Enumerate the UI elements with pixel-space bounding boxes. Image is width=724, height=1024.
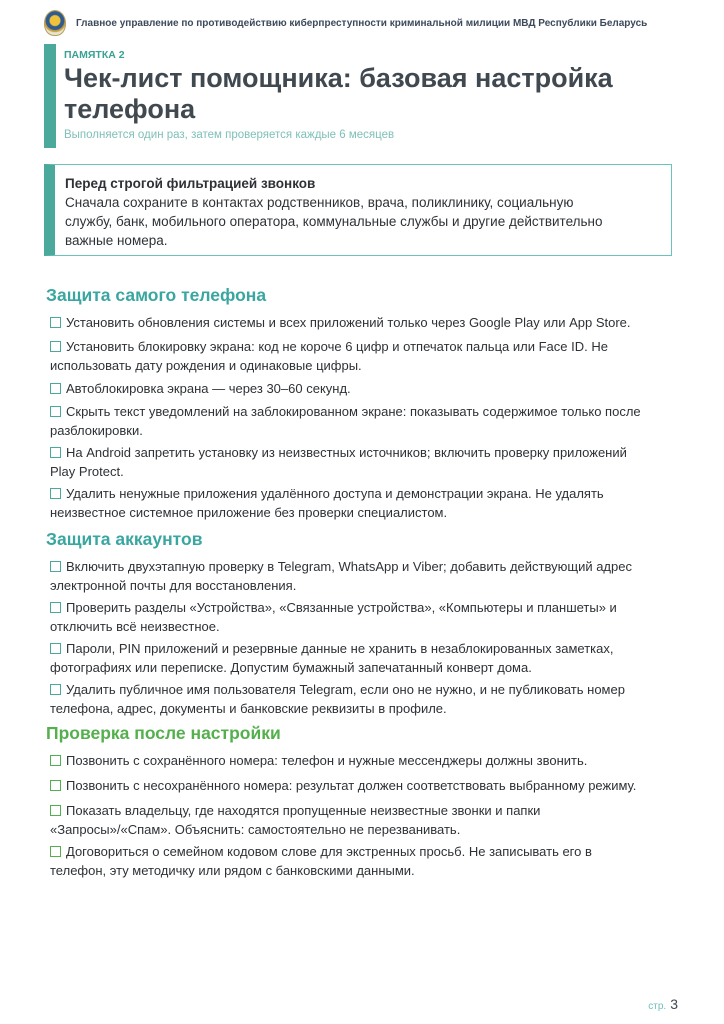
checklist-item-text: Проверить разделы «Устройства», «Связанные устройства», «Компьютеры и планшеты» и — [66, 600, 617, 615]
checklist-item-text: Установить блокировку экрана: код не короче 6 цифр и отпечаток пальца или Face ID. Не — [66, 339, 608, 354]
checklist-item — [50, 598, 670, 636]
checklist-item — [50, 751, 670, 770]
checklist-item-text: Позвонить с несохранённого номера: результат должен соответствовать выбранному режиму. — [66, 778, 637, 793]
checklist-item — [50, 557, 670, 595]
checklist-item-text: Позвонить с сохранённого номера: телефон и нужные мессенджеры должны звонить. — [66, 753, 588, 768]
note-body-line: Сначала сохраните в контактах родственников, врача, поликлинику, социальную — [65, 195, 574, 210]
checklist-item — [50, 801, 670, 839]
checklist-item-text: Автоблокировка экрана — через 30–60 секунд. — [66, 381, 351, 396]
police-emblem-icon — [44, 10, 66, 36]
checkbox-icon[interactable] — [50, 341, 61, 352]
checklist-item-text: электронной почты для восстановления. — [50, 578, 297, 593]
checklist-item-text: Включить двухэтапную проверку в Telegram, WhatsApp и Viber; добавить действующий адрес — [66, 559, 632, 574]
page-header — [44, 8, 684, 38]
page-label: стр. — [648, 1001, 667, 1012]
checklist-item-text: Договориться о семейном кодовом слове для экстренных просьб. Не записывать его в — [66, 844, 592, 859]
checklist-item — [50, 313, 670, 332]
checklist-item — [50, 776, 670, 795]
checklist-item-text: использовать дату рождения и одинаковые цифры. — [50, 358, 362, 373]
organization-name: Главное управление по противодействию киберпреступности криминальной милиции МВД Республики Беларусь — [76, 17, 648, 29]
checklist-item-text: Скрыть текст уведомлений на заблокированном экране: показывать содержимое только после — [66, 404, 641, 419]
checklist-item-text: телефон, эту методичку или рядом с банковскими данными. — [50, 863, 415, 878]
checkbox-icon[interactable] — [50, 846, 61, 857]
checklist-item-text: телефона, адрес, документы и банковские реквизиты в профиле. — [50, 701, 447, 716]
checklist-item-text: На Android запретить установку из неизвестных источников; включить проверку приложений — [66, 445, 627, 460]
checklist-item — [50, 639, 670, 677]
checklist-item — [50, 484, 670, 522]
page-title — [64, 63, 644, 125]
checklist-item-text: фотографиях или переписке. Допустим бумажный запечатанный конверт дома. — [50, 660, 532, 675]
checklist-item-text: Показать владельцу, где находятся пропущенные неизвестные звонки и папки — [66, 803, 541, 818]
checklist-item — [50, 443, 670, 481]
page-title-line: телефона — [64, 94, 196, 124]
note-body-line: важные номера. — [65, 233, 168, 248]
checklist-item-text: Play Protect. — [50, 464, 124, 479]
note-body-line: службу, банк, мобильного оператора, коммунальные службы и другие действительно — [65, 214, 603, 229]
checkbox-icon[interactable] — [50, 406, 61, 417]
checkbox-icon[interactable] — [50, 488, 61, 499]
checkbox-icon[interactable] — [50, 561, 61, 572]
memo-kicker: ПАМЯТКА 2 — [64, 49, 125, 61]
note-title: Перед строгой фильтрацией звонков — [65, 176, 316, 191]
page-title-line: Чек-лист помощника: базовая настройка — [64, 63, 613, 93]
checklist-item-text: «Запросы»/«Спам». Объяснить: самостоятельно не перезванивать. — [50, 822, 461, 837]
checklist-item — [50, 337, 670, 375]
hero-block — [44, 44, 644, 148]
page-subtitle: Выполняется один раз, затем проверяется каждые 6 месяцев — [64, 129, 395, 141]
checklist-item-text: Установить обновления системы и всех приложений только через Google Play или App Store. — [66, 315, 631, 330]
checklist-item-text: отключить всё неизвестное. — [50, 619, 220, 634]
checklist-item-text: Пароли, PIN приложений и резервные данные не хранить в незаблокированных заметках, — [66, 641, 614, 656]
page-number: 3 — [670, 996, 678, 1012]
checkbox-icon[interactable] — [50, 780, 61, 791]
warning-note — [44, 164, 672, 256]
checkbox-icon[interactable] — [50, 383, 61, 394]
section-title-accounts: Защита аккаунтов — [46, 529, 203, 549]
checkbox-icon[interactable] — [50, 602, 61, 613]
checklist-item — [50, 379, 670, 398]
checklist-item-text: Удалить ненужные приложения удалённого доступа и демонстрации экрана. Не удалять — [66, 486, 604, 501]
checklist-item — [50, 402, 670, 440]
checklist-item-text: неизвестное системное приложение без проверки специалистом. — [50, 505, 448, 520]
checklist-item-text: Удалить публичное имя пользователя Telegram, если оно не нужно, и не публиковать номер — [66, 682, 625, 697]
checklist-item — [50, 842, 670, 880]
checkbox-icon[interactable] — [50, 684, 61, 695]
checklist-item — [50, 680, 670, 718]
checklist-item-text: разблокировки. — [50, 423, 143, 438]
checkbox-icon[interactable] — [50, 447, 61, 458]
checkbox-icon[interactable] — [50, 755, 61, 766]
page-footer — [648, 996, 678, 1012]
section-title-verification: Проверка после настройки — [46, 723, 281, 743]
checkbox-icon[interactable] — [50, 643, 61, 654]
section-title-phone: Защита самого телефона — [46, 285, 267, 305]
checkbox-icon[interactable] — [50, 317, 61, 328]
checkbox-icon[interactable] — [50, 805, 61, 816]
